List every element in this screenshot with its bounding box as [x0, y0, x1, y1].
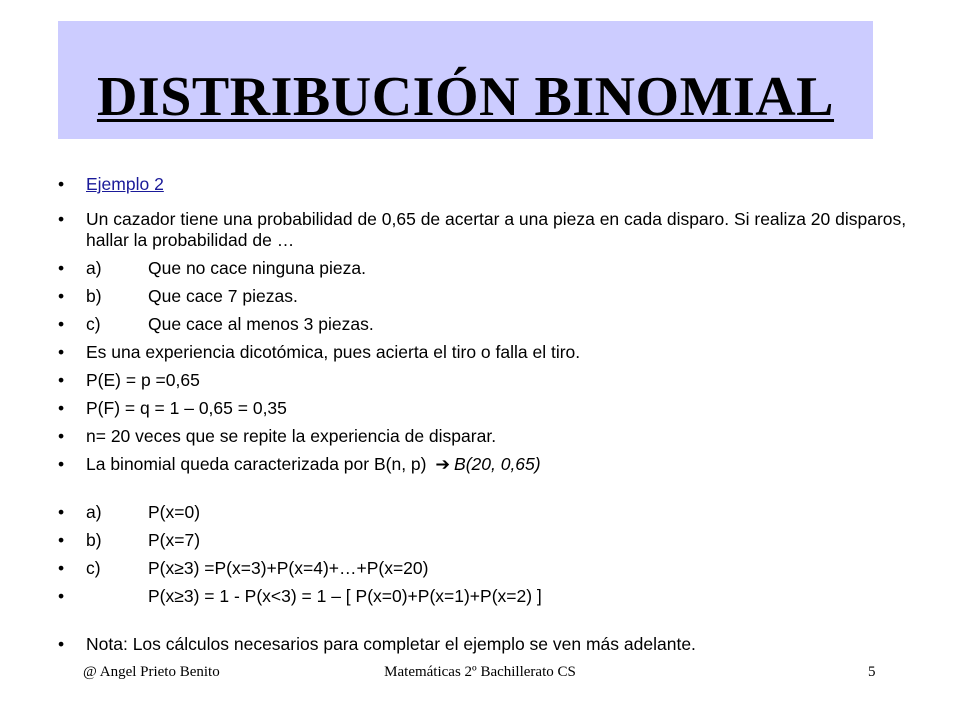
question-item — [58, 258, 908, 279]
question-label: a) — [86, 258, 102, 278]
question-item — [58, 286, 908, 307]
answer-label: a) — [86, 502, 102, 522]
fact-item: • Es una experiencia dicotómica, pues acierta el tiro o falla el tiro. — [58, 342, 908, 363]
question-label: b) — [86, 286, 102, 306]
footer-course: Matemáticas 2º Bachillerato CS — [384, 664, 576, 680]
footer-page-number: 5 — [868, 664, 876, 680]
example-link[interactable]: Ejemplo 2 — [86, 174, 164, 194]
binomial-text: La binomial queda caracterizada por B(n, p) — [86, 454, 432, 474]
answer-text: P(x≥3) = 1 - P(x<3) = 1 – [ P(x=0)+P(x=1)+P(x=2) ] — [148, 586, 542, 606]
answer-text: P(x=7) — [148, 530, 201, 550]
answer-label: b) — [86, 530, 102, 550]
answer-item — [58, 586, 908, 607]
problem-statement: • Un cazador tiene una probabilidad de 0,65 de acertar a una pieza en cada disparo. Si realiza 20 disparos, hallar la probabilidad de … — [58, 209, 908, 251]
binomial-item — [58, 454, 908, 475]
answer-label: c) — [86, 558, 101, 578]
question-label: c) — [86, 314, 101, 334]
example-heading — [58, 174, 908, 195]
question-text: Que no cace ninguna pieza. — [148, 258, 366, 278]
footer-author: @ Angel Prieto Benito — [83, 664, 220, 680]
arrow-icon: ➔ — [435, 454, 451, 474]
spacer — [58, 614, 908, 634]
note-item: • Nota: Los cálculos necesarios para completar el ejemplo se ven más adelante. — [58, 634, 908, 655]
spacer — [58, 482, 908, 502]
answer-text: P(x=0) — [148, 502, 201, 522]
slide-title: DISTRIBUCIÓN BINOMIAL — [96, 66, 835, 128]
question-item — [58, 314, 908, 335]
fact-item: • n= 20 veces que se repite la experiencia de disparar. — [58, 426, 908, 447]
fact-item: • P(E) = p =0,65 — [58, 370, 908, 391]
answer-item — [58, 558, 908, 579]
answer-item — [58, 530, 908, 551]
title-banner — [58, 21, 873, 139]
content-list — [58, 174, 908, 662]
fact-item: • P(F) = q = 1 – 0,65 = 0,35 — [58, 398, 908, 419]
answer-item — [58, 502, 908, 523]
answer-text: P(x≥3) =P(x=3)+P(x=4)+…+P(x=20) — [148, 558, 429, 578]
question-text: Que cace 7 piezas. — [148, 286, 298, 306]
question-text: Que cace al menos 3 piezas. — [148, 314, 374, 334]
binomial-result: B(20, 0,65) — [454, 454, 541, 474]
